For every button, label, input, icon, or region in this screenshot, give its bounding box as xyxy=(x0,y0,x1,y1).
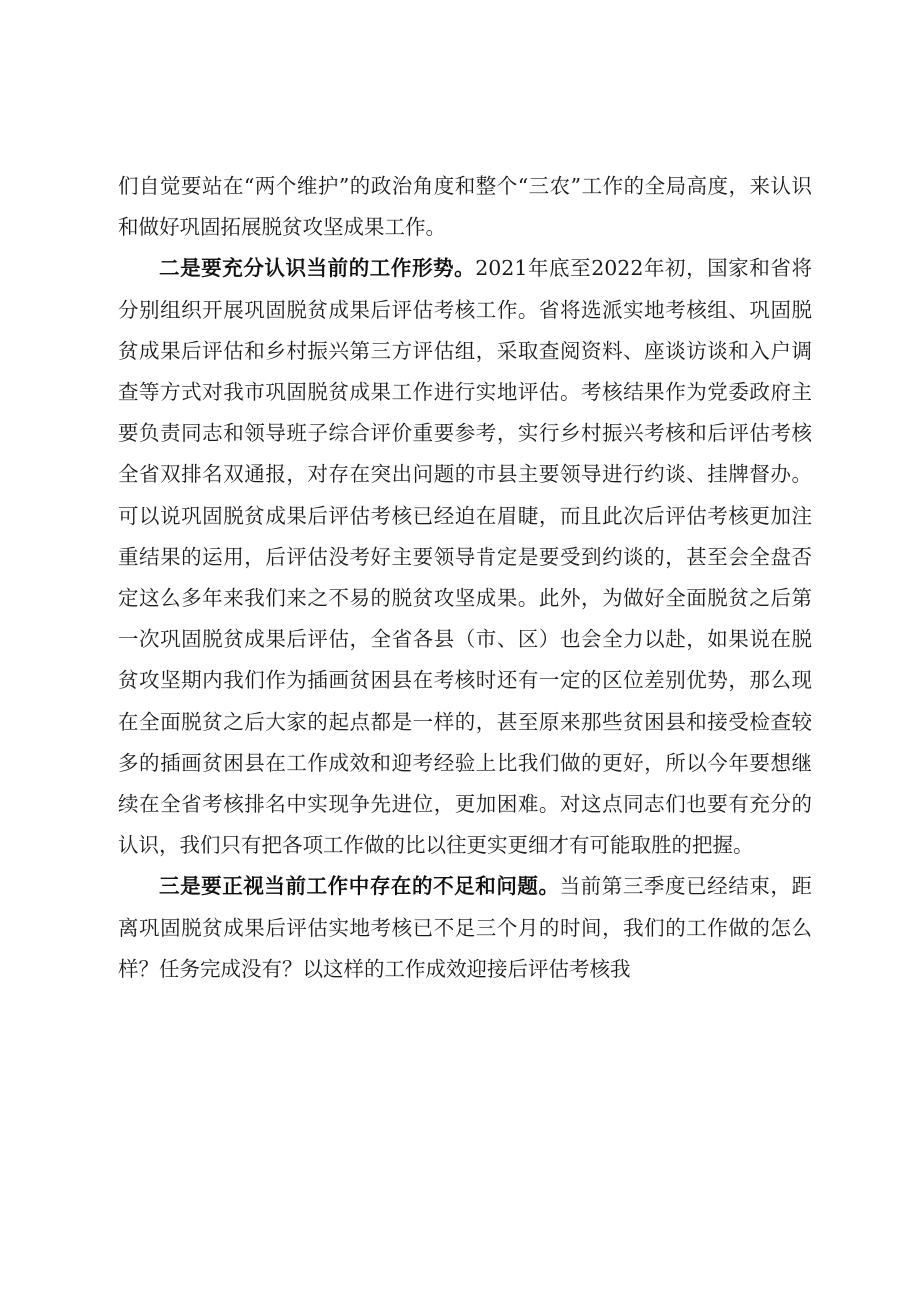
paragraph-heading: 二是要充分认识当前的工作形势。 xyxy=(159,256,476,281)
paragraph-text: 当前第三季度已经结束，距离巩固脱贫成果后评估实地考核已不足三个月的时间，我们的工作做的怎么样？任务完成没有？以这样的工作成效迎接后评估考核我 xyxy=(118,874,813,981)
document-body xyxy=(118,166,812,990)
paragraph-heading: 三是要正视当前工作中存在的不足和问题。 xyxy=(159,874,560,899)
paragraph-text: 们自觉要站在“两个维护”的政治角度和整个“三农”工作的全局高度，来认识和做好巩固拓展脱贫攻坚成果工作。 xyxy=(118,174,812,240)
paragraph-text: 2021年底至2022年初，国家和省将分别组织开展巩固脱贫成果后评估考核工作。省将选派实地考核组、巩固脱贫成果后评估和乡村振兴第三方评估组，采取查阅资料、座谈访谈和入户调查等方式对我市巩固脱贫成果工作进行实地评估。考核结果作为党委政府主要负责同志和领导班子综合评价重要参考，实行乡村振兴考核和后评估考核全省双排名双通报，对存在突出问题的市县主要领导进行约谈、挂牌督办。可以说巩固脱贫成果后评估考核已经迫在眉睫，而且此次后评估考核更加注重结果的运用，后评估没考好主要领导肯定是要受到约谈的，甚至会全盘否定这么多年来我们来之不易的脱贫攻坚成果。此外，为做好全面脱贫之后第一次巩固脱贫成果后评估，全省各县（市、区）也会全力以赴，如果说在脱贫攻坚期内我们作为插画贫困县在考核时还有一定的区位差别优势，那么现在全面脱贫之后大家的起点都是一样的，甚至原来那些贫困县和接受检查较多的插画贫困县在工作成效和迎考经验上比我们做的更好，所以今年要想继续在全省考核排名中实现争先进位，更加困难。对这点同志们也要有充分的认识，我们只有把各项工作做的比以往更实更细才有可能取胜的把握。 xyxy=(118,256,813,858)
paragraph-shortcomings xyxy=(118,866,812,990)
paragraph-work-situation xyxy=(118,248,812,866)
paragraph-continuation xyxy=(118,166,812,248)
